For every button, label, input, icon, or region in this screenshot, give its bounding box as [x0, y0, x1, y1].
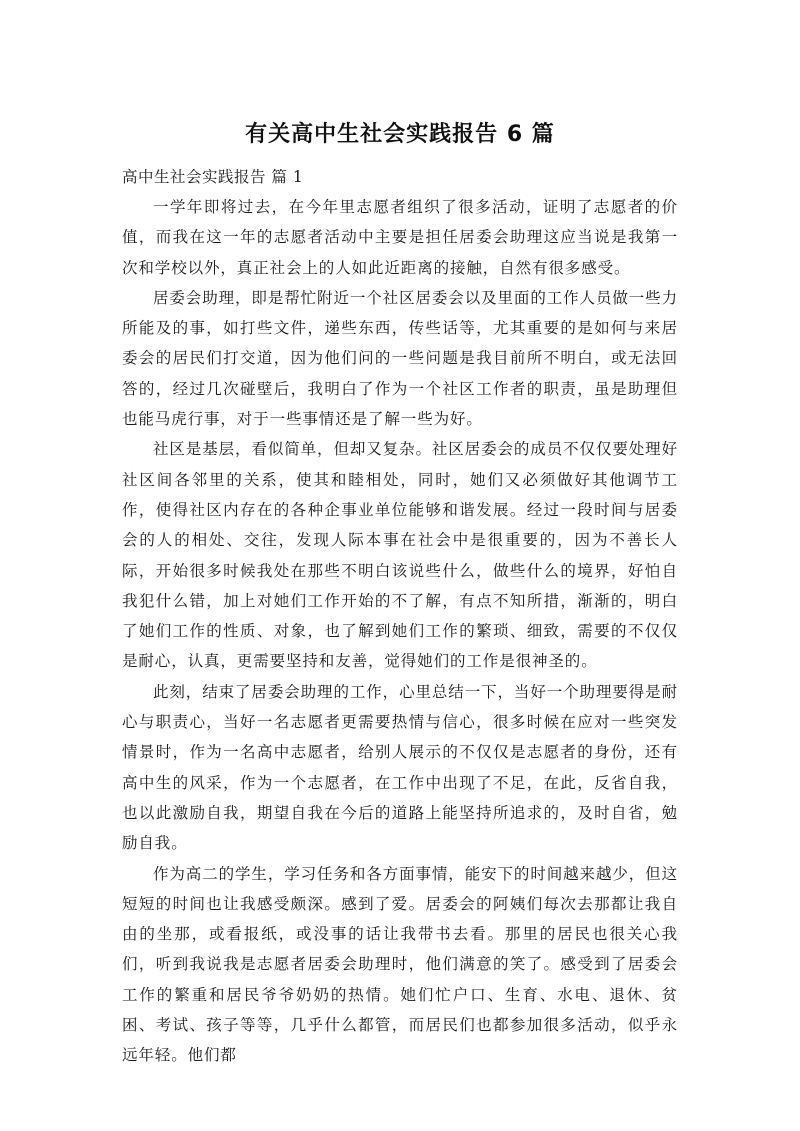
paragraph-2: 居委会助理，即是帮忙附近一个社区居委会以及里面的工作人员做一些力所能及的事，如打些文件，递些东西，传些话等，尤其重要的是如何与来居委会的居民们打交道，因为他们问的一些问题是我目前所不明白，或无法回答的，经过几次碰壁后，我明白了作为一个社区工作者的职责，虽是助理但也能马虎行事，对于一些事情还是了解一些为好。 [122, 288, 678, 429]
paragraph-1: 一学年即将过去，在今年里志愿者组织了很多活动，证明了志愿者的价值，而我在这一年的志愿者活动中主要是担任居委会助理这应当说是我第一次和学校以外，真正社会上的人如此近距离的接触，自然有很多感受。 [122, 198, 678, 277]
paragraph-3: 社区是基层，看似简单，但却又复杂。社区居委会的成员不仅仅要处理好社区间各邻里的关系，使其和睦相处，同时，她们又必须做好其他调节工作，使得社区内存在的各种企事业单位能够和谐发展。经过一段时间与居委会的人的相处、交往，发现人际本事在社会中是很重要的，因为不善长人际，开始很多时候我处在那些不明白该说些什么，做些什么的境界，好怕自我犯什么错，加上对她们工作开始的不了解，有点不知所措，渐渐的，明白了她们工作的性质、对象，也了解到她们工作的繁琐、细致，需要的不仅仅是耐心，认真，更需要坚持和友善，觉得她们的工作是很神圣的。 [122, 440, 678, 671]
section-heading: 高中生社会实践报告 篇 1 [122, 168, 304, 186]
document-title: 有关高中生社会实践报告 6 篇 [245, 122, 555, 147]
paragraph-5: 作为高二的学生，学习任务和各方面事情，能安下的时间越来越少，但这短短的时间也让我感受颇深。感到了爱。居委会的阿姨们每次去那都让我自由的坐那，或看报纸，或没事的话让我带书去看。那里的居民也很关心我们，听到我说我是志愿者居委会助理时，他们满意的笑了。感受到了居委会工作的繁重和居民爷爷奶奶的热情。她们忙户口、生育、水电、退休、贫困、考试、孩子等等，几乎什么都管，而居民们也都参加很多活动，似乎永远年轻。他们都 [122, 864, 678, 1065]
paragraph-4: 此刻，结束了居委会助理的工作，心里总结一下，当好一个助理要得是耐心与职责心，当好一名志愿者更需要热情与信心，很多时候在应对一些突发情景时，作为一名高中志愿者，给别人展示的不仅仅是志愿者的身份，还有高中生的风采，作为一个志愿者，在工作中出现了不足，在此，反省自我，也以此激励自我，期望自我在今后的道路上能坚持所追求的，及时自省，勉励自我。 [122, 682, 678, 853]
